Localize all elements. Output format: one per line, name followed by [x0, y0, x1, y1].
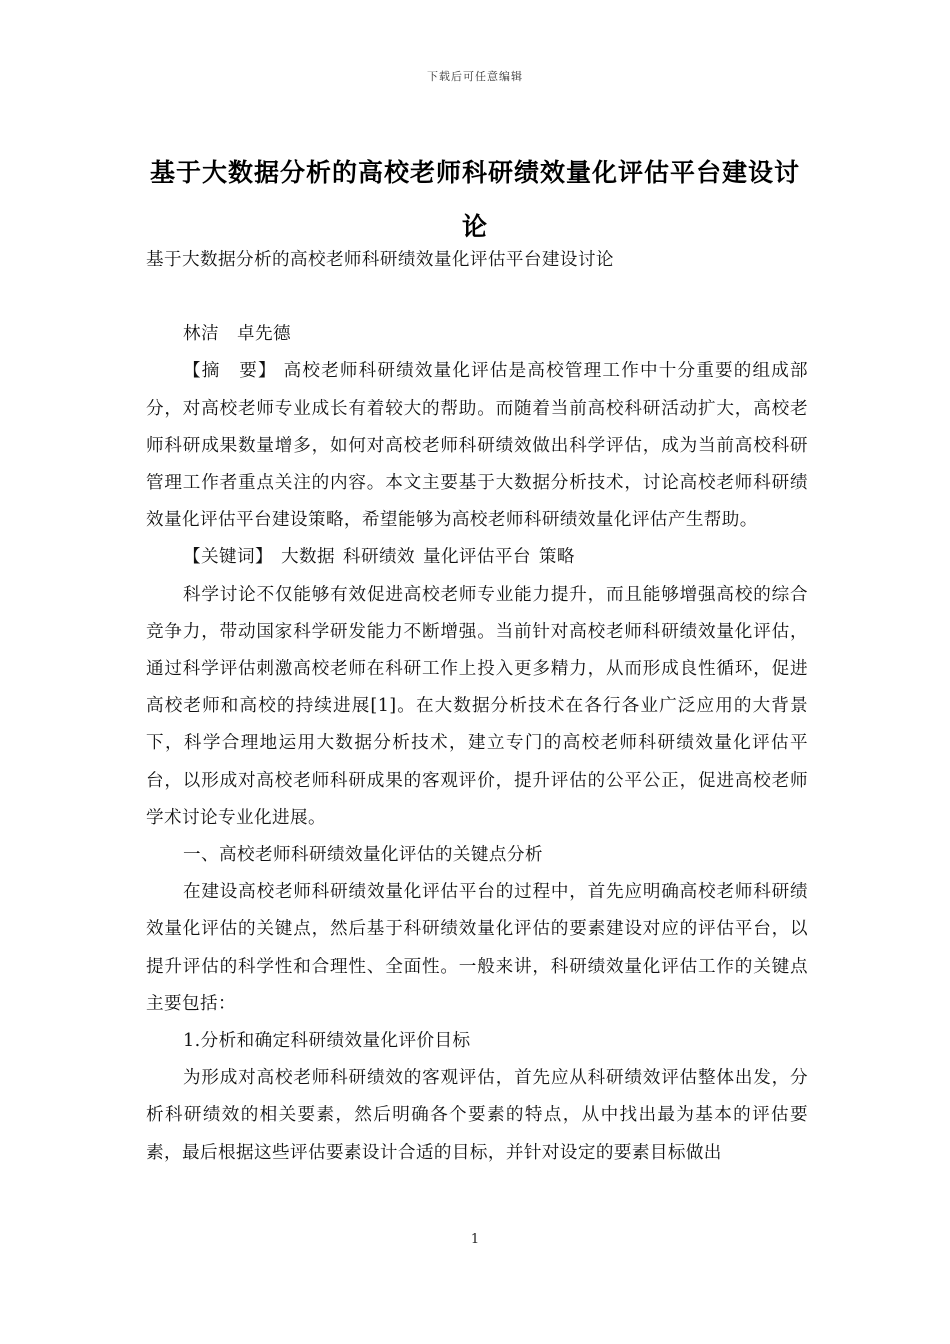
intro-paragraph: 科学讨论不仅能够有效促进高校老师专业能力提升，而且能够增强高校的综合竞争力，带动国家科学研发能力不断增强。当前针对高校老师科研绩效量化评估，通过科学评估刺激高校老师在科研工作上投入更多精力，从而形成良性循环，促进高校老师和高校的持续进展[1]。在大数据分析技术在各行各业广泛应用的大背景下，科学合理地运用大数据分析技术，建立专门的高校老师科研绩效量化评估平台，以形成对高校老师科研成果的客观评价，提升评估的公平公正，促进高校老师学术讨论专业化进展。	[146, 584, 808, 828]
abstract-label: 【摘 要】	[183, 361, 277, 382]
keywords-label: 【关键词】	[183, 547, 273, 568]
document-body	[146, 242, 808, 1172]
keyword-item: 大数据	[280, 547, 335, 568]
section-heading: 一、高校老师科研绩效量化评估的关键点分析	[183, 845, 543, 866]
document-title: 基于大数据分析的高校老师科研绩效量化评估平台建设讨论	[149, 158, 800, 241]
subtitle-repeat: 基于大数据分析的高校老师科研绩效量化评估平台建设讨论	[146, 250, 614, 270]
abstract-paragraph	[146, 353, 808, 539]
keyword-item: 科研绩效	[342, 547, 415, 568]
author-first: 林洁	[183, 324, 219, 345]
header-note: 下载后可任意编辑	[427, 70, 523, 83]
section-paragraph: 在建设高校老师科研绩效量化评估平台的过程中，首先应明确高校老师科研绩效量化评估的关键点，然后基于科研绩效量化评估的要素建设对应的评估平台，以提升评估的科学性和合理性、全面性。一般来讲，科研绩效量化评估工作的关键点主要包括：	[146, 882, 808, 1014]
keyword-item: 策略	[538, 547, 575, 568]
keywords-paragraph	[146, 539, 808, 576]
authors-line	[146, 316, 808, 353]
subsection-heading: 1.分析和确定科研绩效量化评价目标	[183, 1031, 471, 1052]
keyword-item: 量化评估平台	[422, 547, 531, 568]
page-number: 1	[470, 1232, 480, 1247]
abstract-text: 高校老师科研绩效量化评估是高校管理工作中十分重要的组成部分，对高校老师专业成长有着较大的帮助。而随着当前高校科研活动扩大，高校老师科研成果数量增多，如何对高校老师科研绩效做出科学评估，成为当前高校科研管理工作者重点关注的内容。本文主要基于大数据分析技术，讨论高校老师科研绩效量化评估平台建设策略，希望能够为高校老师科研绩效量化评估产生帮助。	[146, 361, 808, 531]
author-second: 卓先德	[237, 324, 291, 345]
subsection-paragraph: 为形成对高校老师科研绩效的客观评估，首先应从科研绩效评估整体出发，分析科研绩效的相关要素，然后明确各个要素的特点，从中找出最为基本的评估要素，最后根据这些评估要素设计合适的目标，并针对设定的要素目标做出	[146, 1068, 808, 1163]
